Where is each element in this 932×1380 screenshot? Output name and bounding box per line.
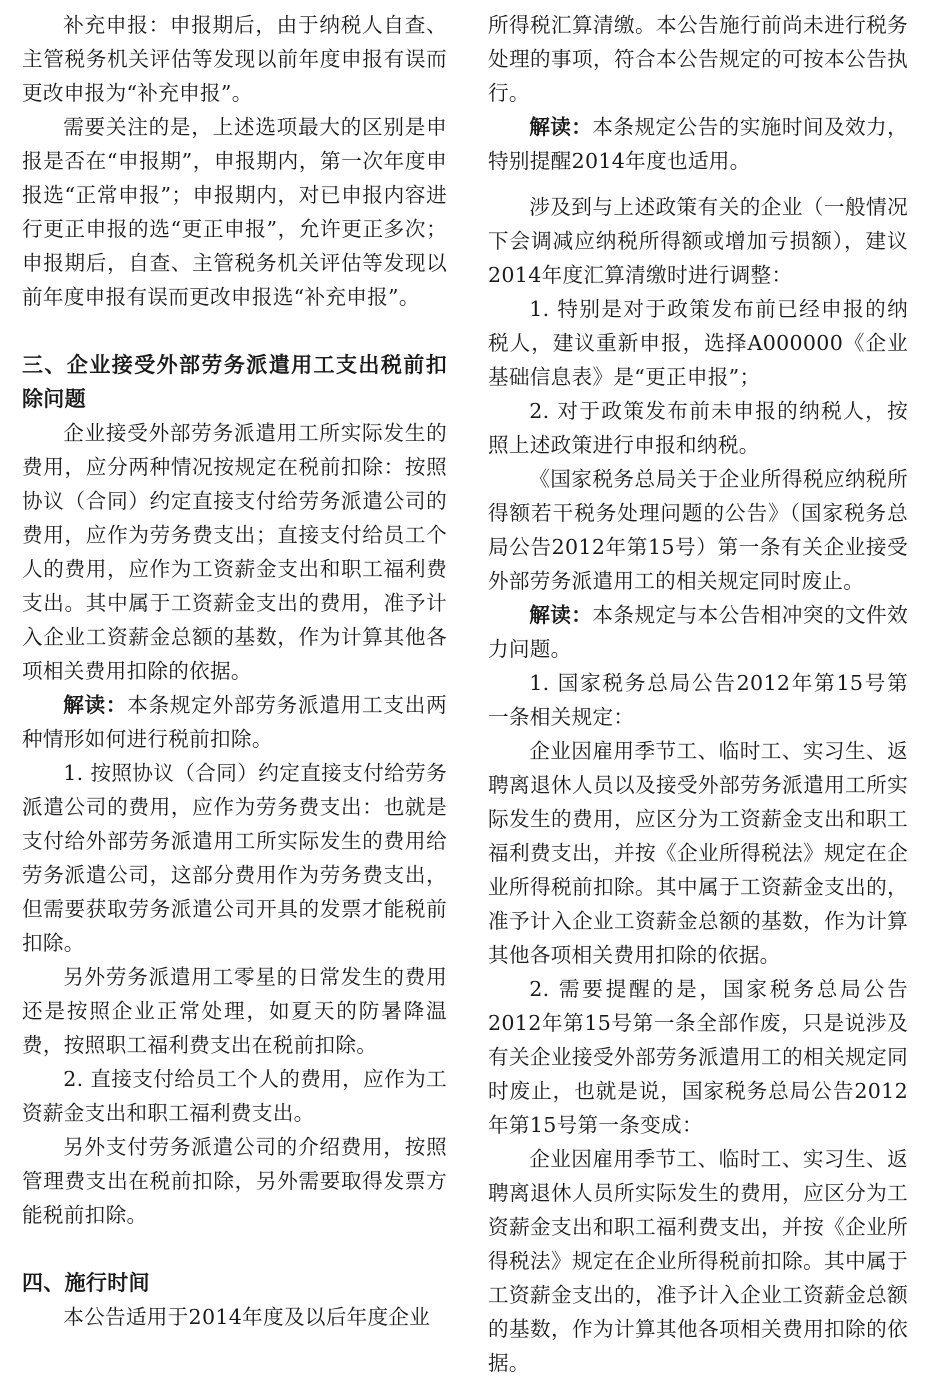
paragraph-continuation: 所得税汇算清缴。本公告施行前尚未进行税务处理的事项，符合本公告规定的可按本公告执行。 bbox=[488, 13, 908, 105]
interpretation-text: 本条规定与本公告相冲突的文件效力问题。 bbox=[488, 603, 909, 661]
section-heading-4: 四、施行时间 bbox=[22, 1271, 150, 1295]
paragraph-item-1: 1. 按照协议（合同）约定直接支付给劳务派遣公司的费用，应作为劳务费支出：也就是支付给外部劳务派遣用工所实际发生的费用给劳务派遣公司，这部分费用作为劳务费支出，但需要获取劳务派遣公司开具的发票才能税前扣除。 bbox=[22, 761, 447, 955]
paragraph-declaration-notes: 需要关注的是，上述选项最大的区别是申报是否在“申报期”，申报期内，第一次年度申报选“正常申报”；申报期内，对已申报内容进行更正申报的选“更正申报”，允许更正多次；申报期后，自查、主管税务机关评估等发现以前年度申报有误而更改申报选“补充申报”。 bbox=[22, 115, 447, 309]
paragraph-daily-expenses: 另外劳务派遣用工零星的日常发生的费用还是按照企业正常处理，如夏天的防暑降温费，按照职工福利费支出在税前扣除。 bbox=[22, 965, 447, 1057]
interpretation-label: 解读： bbox=[63, 693, 128, 717]
spacer bbox=[488, 178, 908, 190]
paragraph-interpretation-effective bbox=[488, 110, 908, 178]
spacer bbox=[22, 1232, 447, 1266]
paragraph-item-2: 2. 直接支付给员工个人的费用，应作为工资薪金支出和职工福利费支出。 bbox=[22, 1067, 447, 1125]
interpretation-label: 解读： bbox=[529, 115, 593, 139]
paragraph-revised-rule: 企业因雇用季节工、临时工、实习生、返聘离退休人员所实际发生的费用，应区分为工资薪金支出和职工福利费支出，并按《企业所得税法》规定在企业所得税前扣除。其中属于工资薪金支出的，准予计入企业工资薪金总额的基数，作为计算其他各项相关费用扣除的依据。 bbox=[488, 1147, 908, 1375]
right-column bbox=[488, 8, 908, 1380]
interpretation-text: 本条规定公告的实施时间及效力，特别提醒2014年度也适用。 bbox=[488, 115, 909, 173]
paragraph-labor-dispatch: 企业接受外部劳务派遣用工所实际发生的费用，应分两种情况按规定在税前扣除：按照协议（合同）约定直接支付给劳务派遣公司的费用，应作为劳务费支出；直接支付给员工个人的费用，应作为工资薪金支出和职工福利费支出。其中属于工资薪金支出的费用，准予计入企业工资薪金总额的基数，作为计算其他各项相关费用扣除的依据。 bbox=[22, 421, 447, 683]
paragraph-rule-item-2: 2. 需要提醒的是，国家税务总局公告2012年第15号第一条全部作废，只是说涉及有关企业接受外部劳务派遣用工的相关规定同时废止，也就是说，国家税务总局公告2012年第15号第一条变成： bbox=[488, 977, 908, 1137]
paragraph-supplementary-declaration: 补充申报：申报期后，由于纳税人自查、主管税务机关评估等发现以前年度申报有误而更改申报为“补充申报”。 bbox=[22, 13, 447, 105]
left-column bbox=[22, 8, 447, 1334]
paragraph-interpretation bbox=[22, 688, 447, 756]
interpretation-label: 解读： bbox=[529, 603, 593, 627]
paragraph-abolished-rule: 《国家税务总局关于企业所得税应纳税所得额若干税务处理问题的公告》（国家税务总局公告2012年第15号）第一条有关企业接受外部劳务派遣用工的相关规定同时废止。 bbox=[488, 467, 908, 593]
paragraph-interpretation-conflict bbox=[488, 598, 908, 666]
interpretation-text: 本条规定外部劳务派遣用工支出两种情形如何进行税前扣除。 bbox=[22, 693, 447, 751]
paragraph-effective-time: 本公告适用于2014年度及以后年度企业 bbox=[63, 1305, 431, 1329]
paragraph-advice-item-1: 1. 特别是对于政策发布前已经申报的纳税人，建议重新申报，选择A000000《企业基础信息表》是“更正申报”； bbox=[488, 297, 908, 389]
paragraph-advice-item-2: 2. 对于政策发布前未申报的纳税人，按照上述政策进行申报和纳税。 bbox=[488, 399, 908, 457]
paragraph-rule-item-1: 1. 国家税务总局公告2012年第15号第一条相关规定： bbox=[488, 671, 908, 729]
paragraph-original-rule: 企业因雇用季节工、临时工、实习生、返聘离退休人员以及接受外部劳务派遣用工所实际发生的费用，应区分为工资薪金支出和职工福利费支出，并按《企业所得税法》规定在企业所得税前扣除。其中属于工资薪金支出的，准予计入企业工资薪金总额的基数，作为计算其他各项相关费用扣除的依据。 bbox=[488, 739, 908, 967]
section-heading-3: 三、企业接受外部劳务派遣用工支出税前扣除问题 bbox=[22, 353, 447, 411]
paragraph-adjustment-advice: 涉及到与上述政策有关的企业（一般情况下会调减应纳税所得额或增加亏损额），建议2014年度汇算清缴时进行调整： bbox=[488, 195, 908, 287]
paragraph-referral-fee: 另外支付劳务派遣公司的介绍费用，按照管理费支出在税前扣除，另外需要取得发票方能税前扣除。 bbox=[22, 1135, 447, 1227]
spacer bbox=[22, 314, 447, 348]
